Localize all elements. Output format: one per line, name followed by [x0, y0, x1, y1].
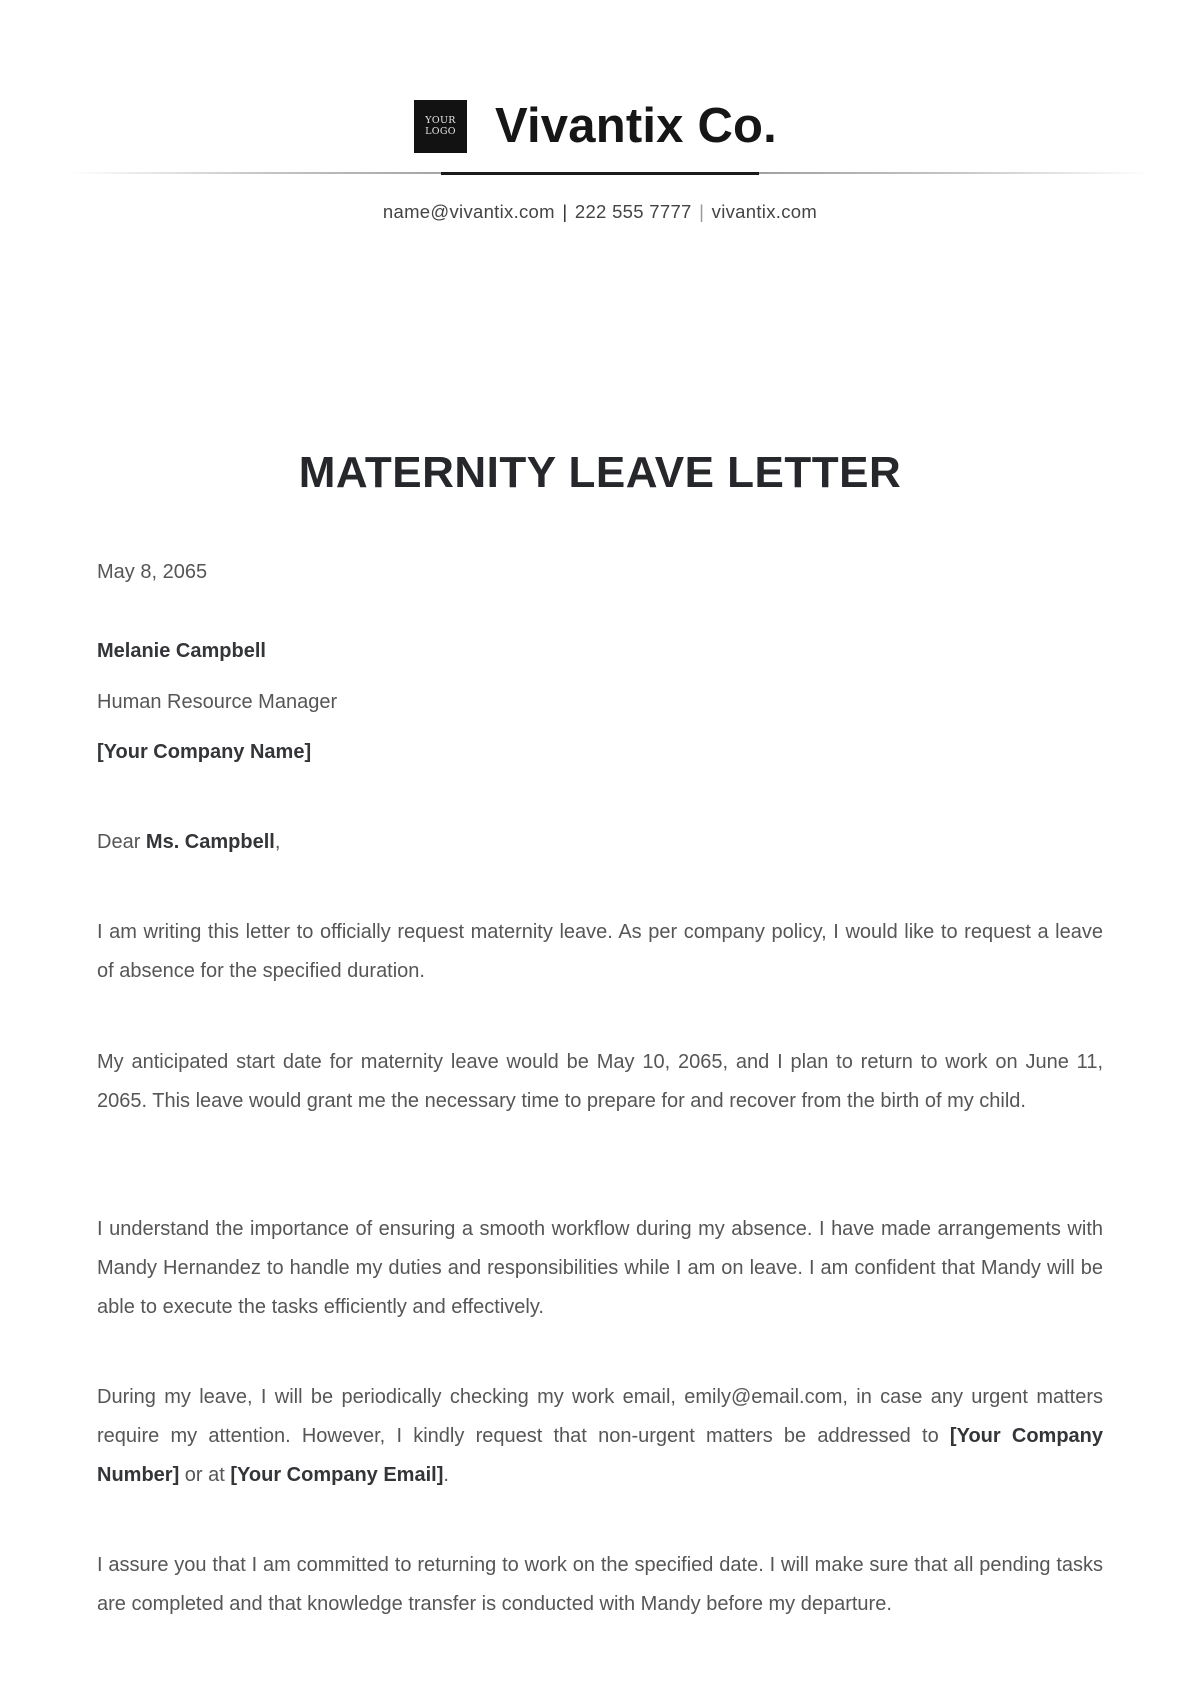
logo-text-line2: LOGO [425, 126, 456, 137]
paragraph-commitment: I assure you that I am committed to returning to work on the specified date. I will make sure that all pending tasks are completed and that knowledge transfer is conducted with Mandy before my departure. [97, 1554, 1103, 1615]
paragraph-request: I am writing this letter to officially request maternity leave. As per company policy, I would like to request a leave of absence for the specified duration. [97, 921, 1103, 982]
salutation-suffix: , [274, 831, 281, 853]
paragraph-contact-middle: or at [179, 1464, 231, 1486]
contact-email: name@vivantix.com [382, 201, 555, 222]
recipient-position: Human Resource Manager [97, 691, 338, 713]
contact-separator: | [699, 201, 705, 222]
logo-text-line1: YOUR [425, 115, 456, 126]
salutation-name: Ms. Campbell [145, 831, 275, 853]
paragraph-contact-end: . [443, 1464, 449, 1486]
salutation-prefix: Dear [97, 831, 146, 853]
paragraph-contact [97, 1378, 1103, 1495]
document-title: MATERNITY LEAVE LETTER [298, 448, 902, 497]
company-name: Vivantix Co. [495, 99, 777, 153]
contact-phone: 222 555 7777 [574, 201, 692, 222]
letter-date: May 8, 2065 [97, 561, 208, 583]
paragraph-contact-text: During my leave, I will be periodically checking my work email, emily@email.com, in case any urgent matters require my attention. However, I kindly request that non-urgent matters be addressed to [97, 1386, 1103, 1447]
header-divider-accent [441, 172, 759, 175]
company-email-placeholder: [Your Company Email] [230, 1464, 444, 1486]
logo-placeholder [414, 100, 467, 153]
paragraph-coverage: I understand the importance of ensuring a smooth workflow during my absence. I have made arrangements with Mandy Hernandez to handle my duties and responsibilities while I am on leave. I am confident that Mandy will be able to execute the tasks efficiently and effectively. [97, 1218, 1103, 1318]
recipient-company: [Your Company Name] [97, 741, 312, 763]
contact-website: vivantix.com [711, 201, 818, 222]
salutation [97, 823, 1103, 862]
contact-separator: | [562, 201, 568, 222]
company-number-placeholder: [Your Company Number] [97, 1425, 1103, 1486]
letterhead [0, 0, 1200, 240]
contact-line [0, 201, 1200, 223]
brand [414, 96, 777, 156]
recipient-name: Melanie Campbell [97, 640, 266, 662]
paragraph-dates: My anticipated start date for maternity leave would be May 10, 2065, and I plan to return to work on June 11, 2065. This leave would grant me the necessary time to prepare for and recover from the birth of my child. [97, 1051, 1103, 1112]
